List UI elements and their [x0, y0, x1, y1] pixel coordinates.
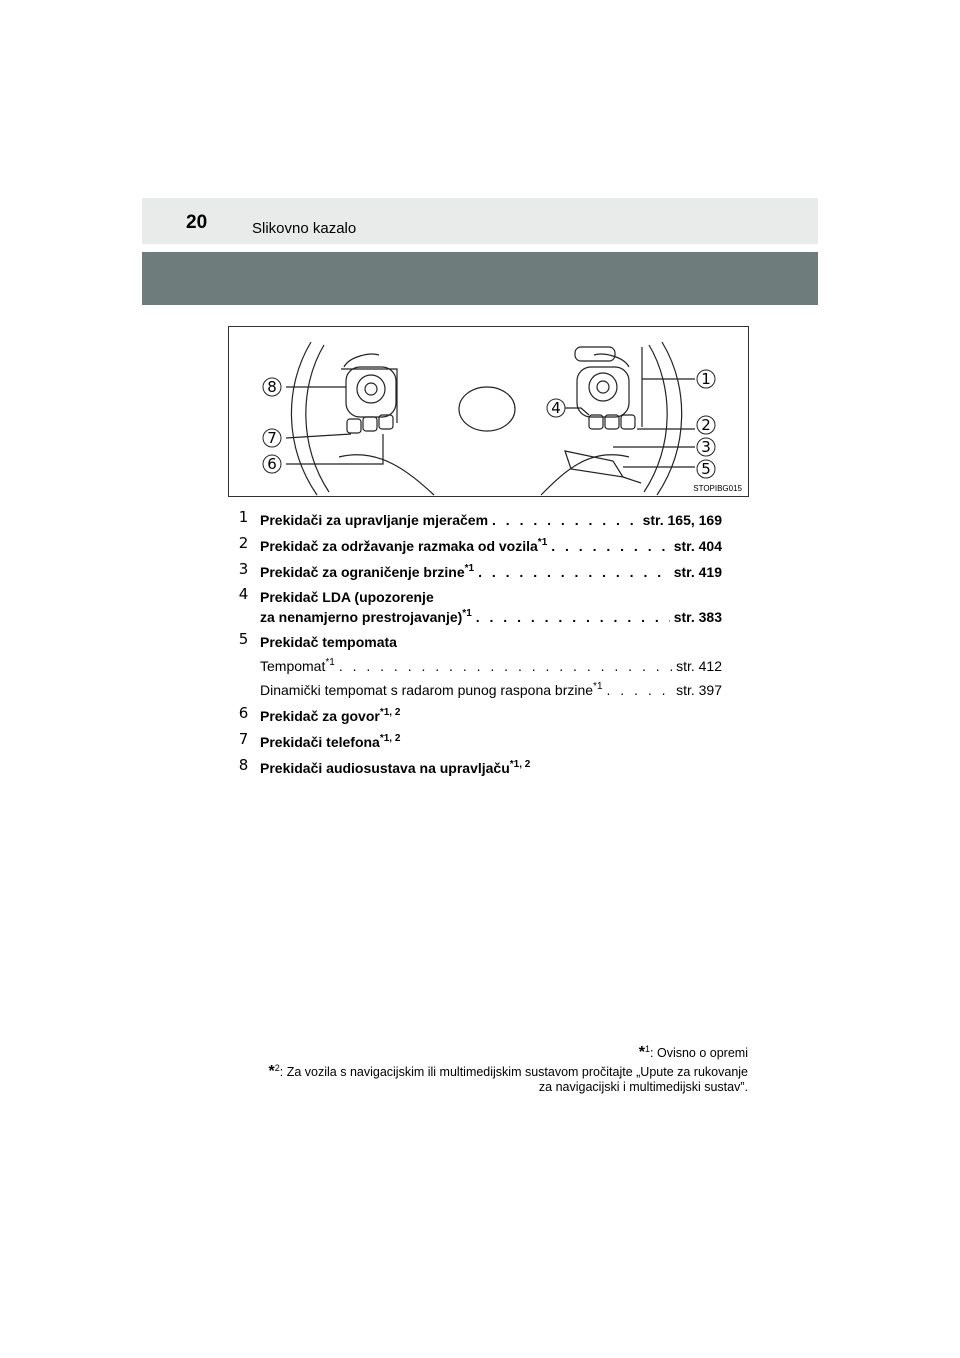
callout-5: 5	[701, 460, 711, 478]
item-page-ref: str. 383	[673, 609, 722, 625]
item-number: 8	[238, 756, 249, 774]
header-bar	[142, 198, 818, 244]
item-text-line1: Prekidač LDA (upozorenje	[260, 589, 434, 605]
callout-6: 6	[267, 455, 277, 473]
item-page-ref: str. 419	[673, 564, 722, 580]
callout-1: 1	[701, 370, 711, 388]
footnotes	[188, 1042, 748, 1095]
section-title: Slikovno kazalo	[252, 220, 357, 237]
item-number: 7	[238, 730, 249, 748]
item-number: 5	[238, 630, 249, 648]
item-footnote-mark: *1, 2	[379, 733, 401, 744]
subitem-text: Tempomat	[260, 658, 326, 674]
callout-8: 8	[267, 378, 277, 396]
item-text: Prekidač tempomata	[260, 634, 397, 650]
callout-7: 7	[267, 429, 277, 447]
item-text: Prekidač za održavanje razmaka od vozila	[260, 538, 538, 554]
item-footnote-mark: *1	[462, 608, 472, 619]
item-text: Prekidači telefona	[260, 734, 380, 750]
footnote-2-cont: za navigacijski i multimedijski sustav”.	[538, 1080, 748, 1095]
callout-2: 2	[701, 416, 711, 434]
item-number: 1	[238, 508, 249, 526]
list-item	[236, 585, 722, 626]
list-item	[236, 756, 722, 777]
item-footnote-mark: *1	[464, 563, 475, 574]
page-number: 20	[186, 212, 208, 233]
footnote-1: *$^1$: Ovisno o opremi	[638, 1044, 748, 1062]
callout-4: 4	[551, 399, 561, 417]
subitem-page-ref: str. 397	[676, 682, 722, 698]
item-footnote-mark: *1, 2	[509, 759, 531, 770]
footnote-2: *$^2$: Za vozila s navigacijskim ili multimedijskim sustavom pročitajte „Upute za rukovanje	[268, 1063, 748, 1081]
subitem-text: Dinamički tempomat s radarom punog raspona brzine	[260, 682, 594, 698]
steering-wheel-illustration	[229, 327, 750, 498]
figure-code: STOPIBG015	[693, 484, 742, 493]
item-text: Prekidač za ograničenje brzine	[260, 564, 465, 580]
item-text: Prekidači audiosustava na upravljaču	[260, 760, 510, 776]
steering-wheel-figure	[228, 326, 749, 497]
list-item	[236, 534, 722, 555]
list-item: 5 Prekidač tempomata Tempomat$^{*1}$ . . . str. 412 Dinamički tempomat s radarom punog raspona brzine$^{*1}$ . . . str. 397	[236, 634, 722, 699]
subitem-page-ref: str. 412	[676, 658, 722, 674]
item-text: za nenamjerno prestrojavanje)	[260, 609, 463, 625]
item-page-ref: str. 165, 169	[642, 512, 722, 528]
item-number: 2	[238, 534, 249, 552]
callout-3: 3	[701, 438, 711, 456]
item-text: Prekidači za upravljanje mjeračem	[260, 512, 489, 528]
item-footnote-mark: *1, 2	[379, 707, 401, 718]
header-band	[142, 252, 818, 305]
list-item	[236, 508, 722, 529]
item-text: Prekidač za govor	[260, 708, 380, 724]
item-footnote-mark: *1	[537, 537, 548, 548]
item-number: 4	[238, 585, 249, 603]
list-item	[236, 730, 722, 751]
item-page-ref: str. 404	[673, 538, 722, 554]
item-number: 3	[238, 560, 249, 578]
list-item	[236, 704, 722, 725]
item-number: 6	[238, 704, 249, 722]
list-item	[236, 560, 722, 581]
